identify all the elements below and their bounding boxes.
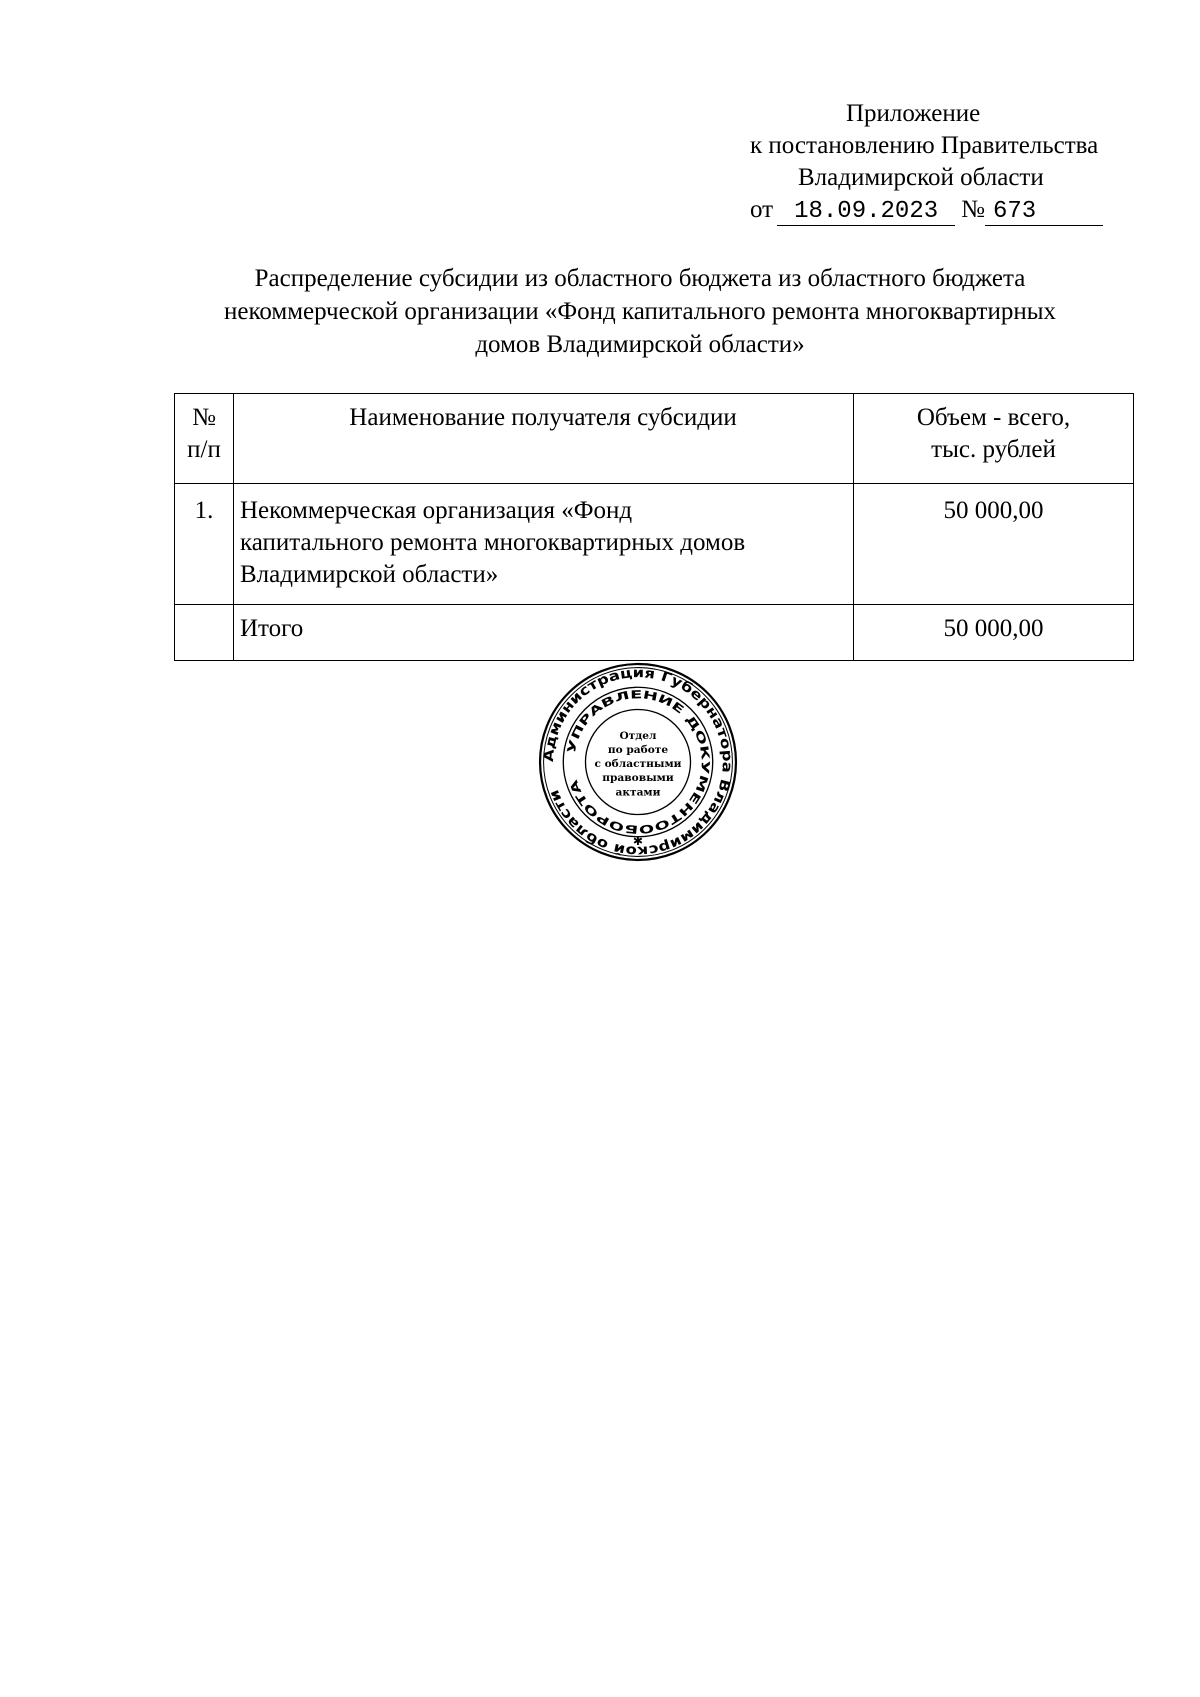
date-prefix: от: [750, 196, 774, 223]
stamp-center-line-4: правовыми: [602, 772, 674, 785]
header-name-cell: Наименование получателя субсидии: [234, 394, 854, 484]
header-value-line-1: Объем - всего,: [916, 404, 1071, 431]
document-date: 18.09.2023: [777, 199, 955, 226]
stamp-center-line-3: с областными: [594, 758, 682, 771]
row-number-cell: 1.: [175, 484, 234, 605]
official-stamp: [537, 661, 739, 863]
header-number-line-1: №: [192, 404, 216, 431]
row-name-line-1: Некоммерческая организация «Фонд: [240, 497, 633, 524]
document-header: [700, 98, 1140, 226]
document-number: 673: [985, 199, 1103, 226]
row-value-cell: 50 000,00: [854, 484, 1134, 605]
stamp-center-text: [594, 730, 681, 799]
stamp-star-icon: ✱: [632, 833, 644, 848]
stamp-outer-text: Администрация Губернатора Владимирской области: [540, 665, 735, 859]
stamp-inner-text: УПРАВЛЕНИЕ ДОКУМЕНТООБОРОТА: [564, 688, 712, 836]
title-line-1: Распределение субсидии из областного бюджета из областного бюджета: [254, 265, 1026, 292]
date-number-line: [700, 194, 1140, 226]
number-prefix: №: [961, 196, 985, 223]
stamp-center-line-5: актами: [615, 786, 661, 799]
title-line-2: некоммерческой организации «Фонд капитального ремонта многоквартирных: [224, 298, 1056, 325]
table-total-row: [175, 605, 1134, 661]
row-name-line-2: капитального ремонта многоквартирных домов: [240, 529, 746, 556]
appendix-label: Приложение: [846, 100, 981, 127]
total-number-cell: [175, 605, 234, 661]
header-value-cell: [854, 394, 1134, 484]
document-title: [160, 262, 1120, 361]
subsidy-table: [174, 393, 1134, 661]
header-number-line-2: п/п: [187, 436, 221, 463]
header-value-line-2: тыс. рублей: [931, 436, 1056, 463]
table-row: [175, 484, 1134, 605]
total-label-cell: Итого: [234, 605, 854, 661]
header-number-cell: [175, 394, 234, 484]
title-line-3: домов Владимирской области»: [475, 331, 805, 358]
stamp-center-line-1: Отдел: [619, 729, 657, 742]
total-value-cell: 50 000,00: [854, 605, 1134, 661]
table-header-row: [175, 394, 1134, 484]
resolution-label: к постановлению Правительства: [750, 132, 1099, 159]
region-label: Владимирской области: [798, 164, 1044, 191]
row-name-cell: [234, 484, 854, 605]
stamp-center-line-2: по работе: [607, 743, 669, 756]
row-name-line-3: Владимирской области»: [240, 561, 499, 588]
